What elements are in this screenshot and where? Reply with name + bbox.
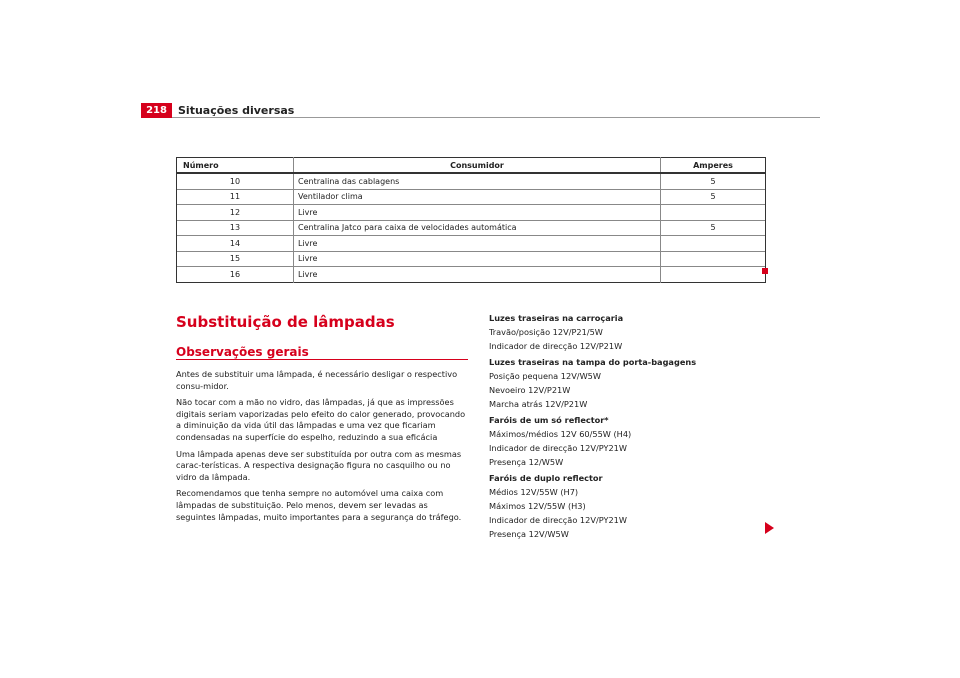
cell-consumer: Livre <box>294 236 661 252</box>
paragraph: Uma lâmpada apenas deve ser substituída por outra com as mesmas carac-terísticas. A respectiva designação figura no casquilho ou no vidro da lâmpada. <box>176 448 462 482</box>
fuse-table <box>176 157 766 283</box>
table-row <box>177 236 766 252</box>
cell-consumer: Centralina Jatco para caixa de velocidades automática <box>294 220 661 236</box>
page-number: 218 <box>141 103 172 118</box>
lamp-group <box>489 312 769 354</box>
cell-consumer: Livre <box>294 251 661 267</box>
cell-amperes: 5 <box>661 220 766 236</box>
column-header-amperes: Amperes <box>661 158 766 174</box>
cell-amperes <box>661 205 766 221</box>
lamp-group-title: Faróis de duplo reflector <box>489 473 603 483</box>
cell-number: 16 <box>177 267 294 283</box>
lamp-item: Máximos/médios 12V 60/55W (H4) <box>489 429 632 439</box>
lamp-item: Indicador de direcção 12V/PY21W <box>489 515 627 525</box>
sub-title: Observações gerais <box>176 345 309 359</box>
cell-consumer: Livre <box>294 267 661 283</box>
cell-number: 14 <box>177 236 294 252</box>
arrow-right-icon[interactable] <box>765 522 774 534</box>
table-row <box>177 205 766 221</box>
lamp-item: Máximos 12V/55W (H3) <box>489 501 586 511</box>
cell-number: 15 <box>177 251 294 267</box>
paragraph: Recomendamos que tenha sempre no automóvel uma caixa com lâmpadas de substituição. Pelo menos, devem ser levadas as seguintes lâmpadas, muito importantes para a segurança do tráfego. <box>176 488 462 522</box>
lamp-item: Presença 12V/W5W <box>489 529 569 539</box>
column-header-number: Número <box>177 158 294 174</box>
cell-amperes <box>661 251 766 267</box>
lamp-item: Travão/posição 12V/P21/5W <box>489 327 603 337</box>
lamp-list <box>489 312 769 544</box>
lamp-item: Marcha atrás 12V/P21W <box>489 399 588 409</box>
lamp-group <box>489 356 769 412</box>
lamp-item: Posição pequena 12V/W5W <box>489 371 601 381</box>
table-row <box>177 251 766 267</box>
cell-amperes <box>661 267 766 283</box>
cell-number: 12 <box>177 205 294 221</box>
main-title: Substituição de lâmpadas <box>176 313 395 331</box>
cell-consumer: Ventilador clima <box>294 189 661 205</box>
lamp-group <box>489 472 769 542</box>
section-title: Situações diversas <box>178 104 295 117</box>
lamp-group <box>489 414 769 470</box>
red-square-icon <box>762 268 768 274</box>
sub-title-divider <box>176 359 468 360</box>
table-row <box>177 173 766 189</box>
cell-number: 13 <box>177 220 294 236</box>
paragraph: Antes de substituir uma lâmpada, é necessário desligar o respectivo consu-midor. <box>176 369 458 391</box>
lamp-item: Indicador de direcção 12V/P21W <box>489 341 623 351</box>
lamp-item: Nevoeiro 12V/P21W <box>489 385 571 395</box>
lamp-group-title: Luzes traseiras na carroçaria <box>489 313 624 323</box>
cell-number: 10 <box>177 173 294 189</box>
column-header-consumer: Consumidor <box>294 158 661 174</box>
table-row <box>177 189 766 205</box>
lamp-group-title: Luzes traseiras na tampa do porta-bagagens <box>489 357 697 367</box>
cell-amperes: 5 <box>661 173 766 189</box>
table-header-row <box>177 158 766 174</box>
table-row <box>177 220 766 236</box>
table-row <box>177 267 766 283</box>
lamp-item: Médios 12V/55W (H7) <box>489 487 579 497</box>
header-divider <box>172 117 820 118</box>
paragraph: Não tocar com a mão no vidro, das lâmpadas, já que as impressões digitais seriam vaporizadas pelo efeito do calor generado, provocando a diminuição da vida útil das lâmpadas e uma vez que ficariam condensadas na superfície do espelho, reduzindo a sua eficácia <box>176 397 466 442</box>
lamp-item: Indicador de direcção 12V/PY21W <box>489 443 627 453</box>
cell-consumer: Livre <box>294 205 661 221</box>
lamp-item: Presença 12/W5W <box>489 457 564 467</box>
general-notes <box>176 369 468 528</box>
cell-amperes: 5 <box>661 189 766 205</box>
cell-amperes <box>661 236 766 252</box>
lamp-group-title: Faróis de um só reflector* <box>489 415 609 425</box>
cell-number: 11 <box>177 189 294 205</box>
cell-consumer: Centralina das cablagens <box>294 173 661 189</box>
